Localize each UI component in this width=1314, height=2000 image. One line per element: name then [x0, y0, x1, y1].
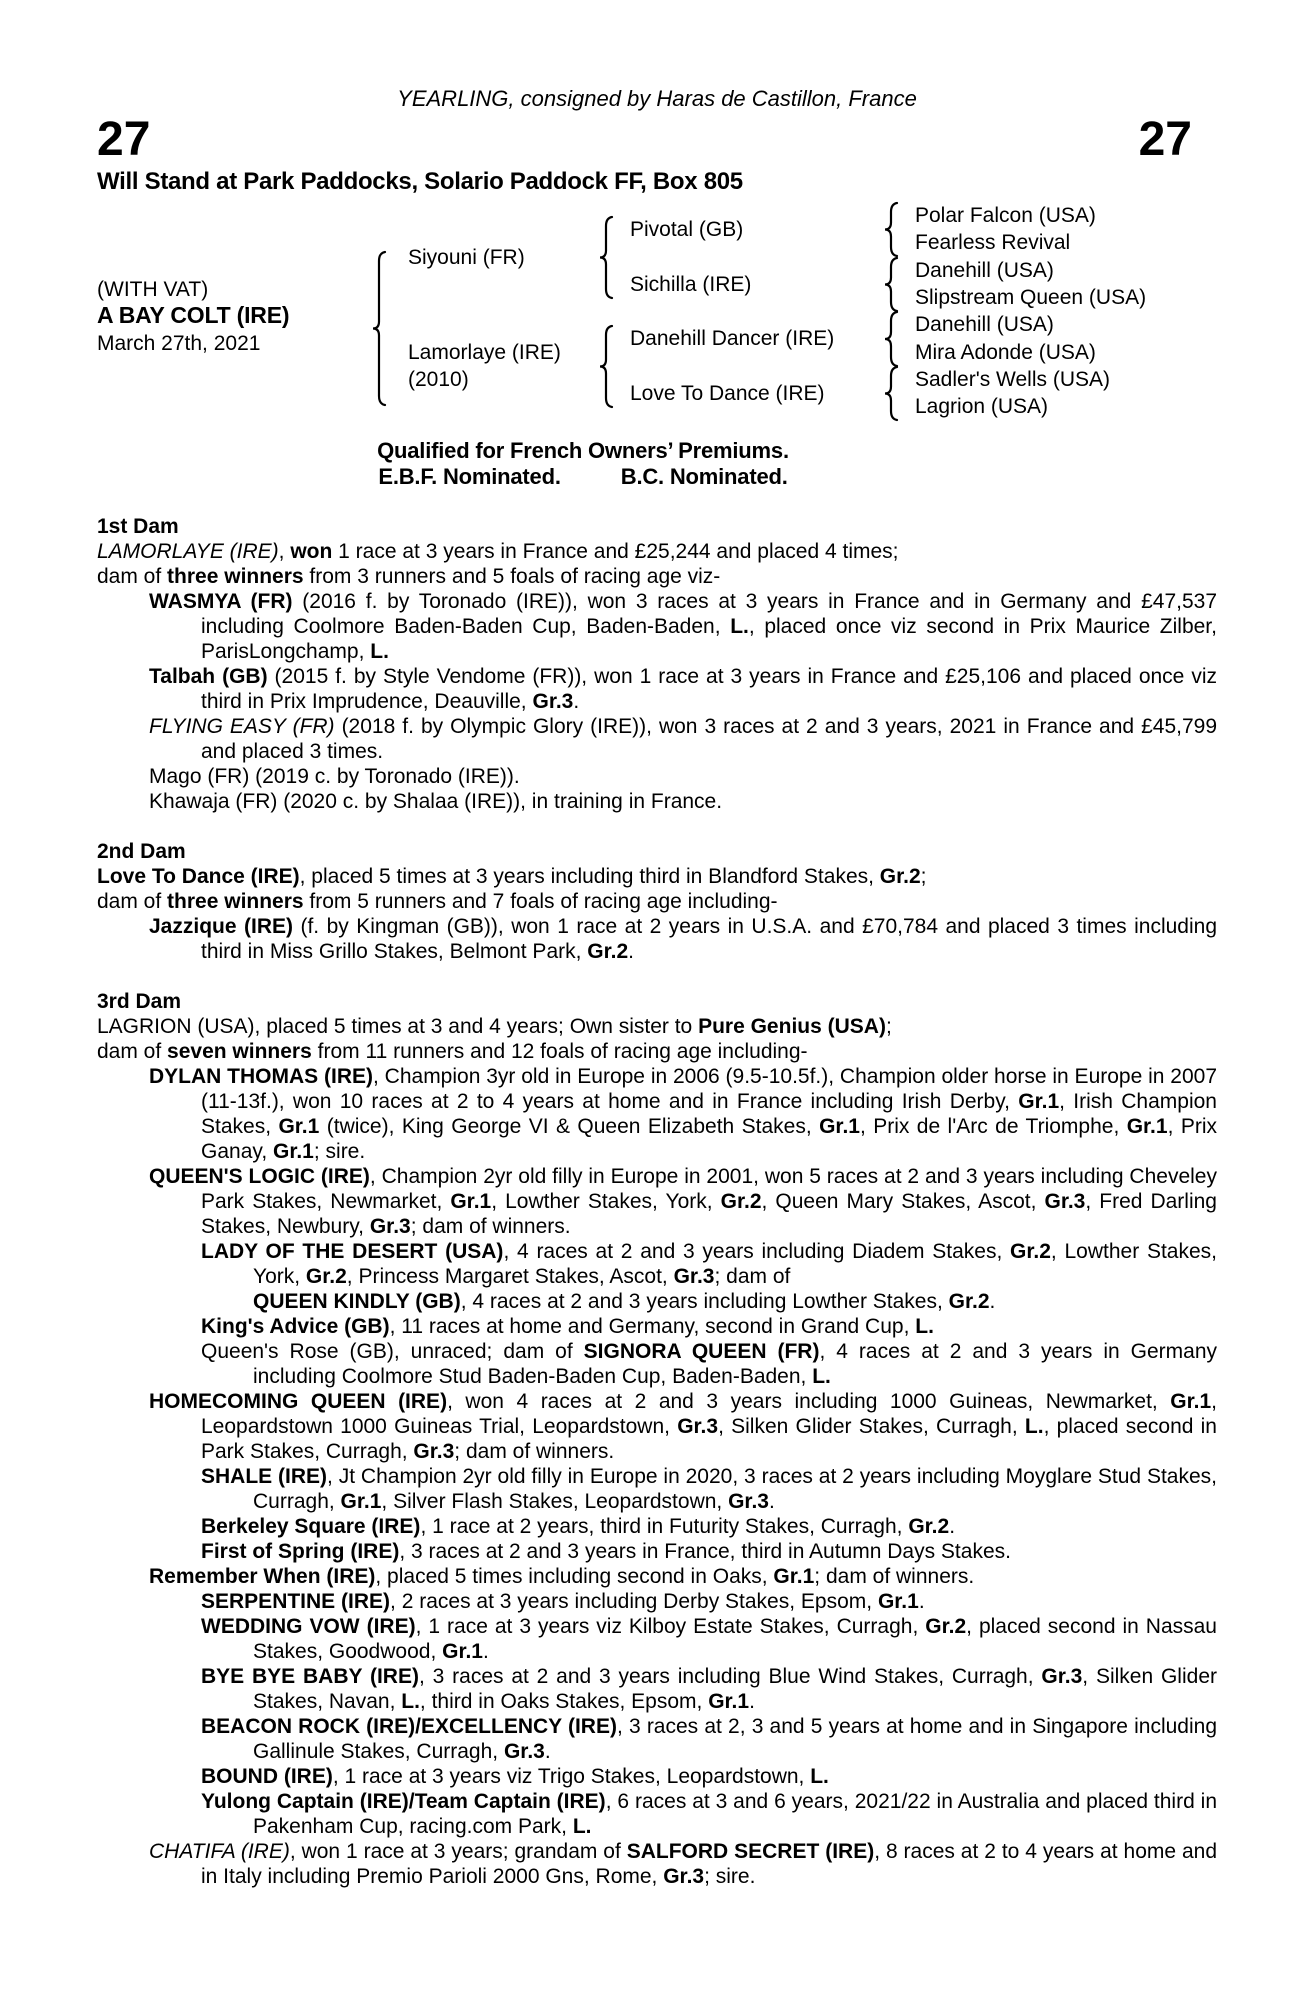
- pedigree-paragraph: [97, 1564, 1217, 1589]
- text-segment: Gr.3: [1041, 1665, 1083, 1688]
- pedigree-paragraph: [97, 1039, 1217, 1064]
- text-segment: Jazzique (IRE): [149, 915, 293, 938]
- text-segment: , third in Oaks Stakes, Epsom,: [419, 1690, 709, 1713]
- sire-name: Siyouni (FR): [408, 246, 525, 269]
- text-segment: Gr.2: [1010, 1240, 1051, 1263]
- text-segment: L.: [370, 640, 389, 663]
- text-segment: Gr.1: [708, 1690, 750, 1713]
- pedigree-paragraph: [97, 589, 1217, 664]
- text-segment: Gr.1: [340, 1490, 382, 1513]
- text-segment: dam of: [97, 890, 168, 913]
- text-segment: (f. by Kingman (GB)), won 1 race at 2 years in U.S.A. and £70,784 and placed 3 times including third in Miss Grillo Stakes, Belmont Park,: [201, 915, 1217, 963]
- foaling-date: March 27th, 2021: [97, 332, 261, 355]
- pedigree-paragraph: [97, 1839, 1217, 1889]
- text-segment: King's Advice (GB): [201, 1315, 390, 1338]
- dam-sections: [97, 514, 1217, 1889]
- nominations-line: [97, 464, 1069, 490]
- text-segment: L.: [730, 615, 749, 638]
- dam-dam-name: Love To Dance (IRE): [630, 382, 825, 405]
- text-segment: BEACON ROCK (IRE)/EXCELLENCY (IRE): [201, 1715, 617, 1738]
- text-segment: , 2 races at 3 years including Derby Stakes, Epsom,: [390, 1590, 878, 1613]
- text-segment: seven winners: [167, 1040, 312, 1063]
- text-segment: .: [544, 1740, 551, 1763]
- text-segment: LADY OF THE DESERT (USA): [201, 1240, 504, 1263]
- text-segment: SALFORD SECRET (IRE): [626, 1840, 875, 1863]
- text-segment: , won 1 race at 3 years; grandam of: [289, 1840, 627, 1863]
- text-segment: , 8 races at 2 to 4 years at home and in Italy including Premio Parioli 2000 Gns, Rome,: [201, 1840, 1217, 1888]
- text-segment: HOMECOMING QUEEN (IRE): [149, 1390, 448, 1413]
- text-segment: ; sire.: [313, 1140, 366, 1163]
- text-segment: Gr.2: [948, 1290, 990, 1313]
- text-segment: LAGRION (USA), placed 5 times at 3 and 4 years; Own sister to: [97, 1015, 699, 1038]
- brace-ggparents-3: [885, 312, 897, 366]
- text-segment: ; dam of winners.: [410, 1215, 571, 1238]
- text-segment: , Princess Margaret Stakes, Ascot,: [346, 1265, 674, 1288]
- text-segment: , Silken Glider Stakes, Navan,: [253, 1665, 1217, 1713]
- text-segment: LAMORLAYE (IRE): [97, 540, 279, 563]
- brace-parents: [373, 252, 385, 405]
- text-segment: , Silken Glider Stakes, Curragh,: [718, 1415, 1025, 1438]
- text-segment: Gr.1: [1126, 1115, 1168, 1138]
- text-segment: .: [768, 1490, 775, 1513]
- text-segment: Gr.1: [877, 1590, 919, 1613]
- pedigree-paragraph: [97, 1514, 1217, 1539]
- dam-section: [97, 514, 1217, 814]
- brace-ggparents-2: [885, 258, 897, 311]
- text-segment: Gr.2: [587, 940, 629, 963]
- ggparent-8: Lagrion (USA): [915, 395, 1049, 418]
- text-segment: L.: [572, 1815, 592, 1838]
- text-segment: , Queen Mary Stakes, Ascot,: [761, 1190, 1045, 1213]
- ggparent-2: Fearless Revival: [915, 231, 1071, 254]
- text-segment: DYLAN THOMAS (IRE): [149, 1065, 373, 1088]
- text-segment: , placed once viz second in Prix Maurice Zilber, ParisLongchamp,: [201, 615, 1217, 663]
- text-segment: Gr.2: [908, 1515, 950, 1538]
- text-segment: Gr.3: [369, 1215, 411, 1238]
- dam-name: Lamorlaye (IRE): [408, 341, 561, 364]
- pedigree-paragraph: [97, 539, 1217, 564]
- text-segment: Gr.2: [879, 865, 921, 888]
- brace-sire-grandparents: [600, 217, 612, 298]
- text-segment: Gr.1: [1018, 1090, 1060, 1113]
- text-segment: (2015 f. by Style Vendome (FR)), won 1 race at 3 years in France and £25,106 and placed once viz third in Prix Imprudence, Deauville,: [201, 665, 1217, 713]
- text-segment: FLYING EASY (FR): [149, 715, 335, 738]
- text-segment: ; sire.: [704, 1865, 756, 1888]
- text-segment: ;: [885, 1015, 892, 1038]
- text-segment: WEDDING VOW (IRE): [201, 1615, 416, 1638]
- text-segment: WASMYA (FR): [149, 590, 293, 613]
- text-segment: .: [749, 1690, 755, 1713]
- text-segment: Gr.1: [442, 1640, 483, 1663]
- sire-dam-name: Sichilla (IRE): [630, 273, 752, 296]
- text-segment: Mago (FR) (2019 c. by Toronado (IRE)).: [149, 765, 520, 788]
- text-segment: from 5 runners and 7 foals of racing age including-: [303, 890, 778, 913]
- sire-sire-name: Pivotal (GB): [630, 218, 744, 241]
- pedigree-paragraph: [97, 1539, 1217, 1564]
- text-segment: .: [949, 1515, 956, 1538]
- ggparent-1: Polar Falcon (USA): [915, 204, 1096, 227]
- pedigree-chart: [97, 200, 1217, 424]
- text-segment: Gr.2: [305, 1265, 347, 1288]
- ggparent-3: Danehill (USA): [915, 259, 1054, 282]
- text-segment: , 1 race at 3 years viz Kilboy Estate Stakes, Curragh,: [415, 1615, 926, 1638]
- lot-number-left: 27: [97, 113, 151, 166]
- pedigree-paragraph: [97, 764, 1217, 789]
- text-segment: .: [573, 690, 580, 713]
- pedigree-paragraph: [97, 889, 1217, 914]
- text-segment: three winners: [167, 565, 304, 588]
- ebf-nominated: E.B.F. Nominated.: [378, 464, 561, 489]
- pedigree-paragraph: [97, 1239, 1217, 1289]
- text-segment: , won 4 races at 2 and 3 years including 1000 Guineas, Newmarket,: [447, 1390, 1171, 1413]
- text-segment: (2018 f. by Olympic Glory (IRE)), won 3 races at 2 and 3 years, 2021 in France and £45,799 and placed 3 times.: [201, 715, 1218, 763]
- lot-number-right: 27: [1138, 113, 1192, 166]
- vat-note: (WITH VAT): [97, 278, 209, 301]
- text-segment: Gr.3: [413, 1440, 455, 1463]
- text-segment: , placed 5 times including second in Oaks,: [375, 1565, 774, 1588]
- ggparent-6: Mira Adonde (USA): [915, 341, 1096, 364]
- text-segment: Gr.3: [503, 1740, 545, 1763]
- text-segment: Gr.1: [773, 1565, 815, 1588]
- pedigree-paragraph: [97, 1164, 1217, 1239]
- page-content: [97, 86, 1217, 1889]
- text-segment: SHALE (IRE): [201, 1465, 328, 1488]
- pedigree-paragraph: [97, 789, 1217, 814]
- brace-dam-grandparents: [600, 326, 612, 407]
- pedigree-paragraph: [97, 1714, 1217, 1764]
- pedigree-paragraph: [97, 1314, 1217, 1339]
- text-segment: (twice), King George VI & Queen Elizabeth Stakes,: [319, 1115, 820, 1138]
- stand-location-line: Will Stand at Park Paddocks, Solario Paddock FF, Box 805: [97, 168, 743, 195]
- pedigree-paragraph: [97, 1289, 1217, 1314]
- pedigree-paragraph: [97, 1589, 1217, 1614]
- text-segment: QUEEN KINDLY (GB): [253, 1290, 461, 1313]
- text-segment: Gr.2: [720, 1190, 762, 1213]
- dam-section: [97, 989, 1217, 1889]
- text-segment: .: [483, 1640, 489, 1663]
- text-segment: , Lowther Stakes, York,: [491, 1190, 721, 1213]
- text-segment: Talbah (GB): [149, 665, 268, 688]
- pedigree-paragraph: [97, 1064, 1217, 1164]
- text-segment: BOUND (IRE): [201, 1765, 333, 1788]
- text-segment: won: [290, 540, 333, 563]
- text-segment: Gr.1: [272, 1140, 314, 1163]
- text-segment: , Jt Champion 2yr old filly in Europe in 2020, 3 races at 2 years including Moyglare Stud Stakes, Curragh,: [253, 1465, 1217, 1513]
- text-segment: , Champion 3yr old in Europe in 2006 (9.5-10.5f.), Champion older horse in Europe in 2007 (11-13f.), won 10 races at 2 to 4 years at home and in France including Irish Derby,: [201, 1065, 1218, 1113]
- ggparent-4: Slipstream Queen (USA): [915, 286, 1147, 309]
- pedigree-paragraph: [97, 914, 1217, 964]
- text-segment: L.: [812, 1365, 831, 1388]
- text-segment: Remember When (IRE): [149, 1565, 376, 1588]
- consignor-line: YEARLING, consigned by Haras de Castillon, France: [397, 86, 917, 111]
- text-segment: Love To Dance (IRE): [97, 865, 300, 888]
- pedigree-paragraph: [97, 1389, 1217, 1464]
- text-segment: QUEEN'S LOGIC (IRE): [149, 1165, 370, 1188]
- premiums-notice: Qualified for French Owners’ Premiums.: [377, 438, 789, 463]
- text-segment: L.: [1024, 1415, 1044, 1438]
- bc-nominated: B.C. Nominated.: [620, 464, 788, 489]
- text-segment: , Champion 2yr old filly in Europe in 2001, won 5 races at 2 and 3 years including Cheveley Park Stakes, Newmarket,: [201, 1165, 1217, 1213]
- text-segment: .: [918, 1590, 925, 1613]
- ggparent-5: Danehill (USA): [915, 313, 1054, 336]
- text-segment: , Prix Ganay,: [201, 1115, 1217, 1163]
- text-segment: L.: [401, 1690, 420, 1713]
- text-segment: Gr.1: [450, 1190, 492, 1213]
- text-segment: Gr.3: [663, 1865, 705, 1888]
- text-segment: Gr.3: [677, 1415, 719, 1438]
- ggparent-7: Sadler's Wells (USA): [915, 368, 1110, 391]
- text-segment: , Silver Flash Stakes, Leopardstown,: [381, 1490, 729, 1513]
- text-segment: .: [989, 1290, 996, 1313]
- dam-year: (2010): [408, 368, 469, 391]
- section-heading: 1st Dam: [97, 515, 179, 538]
- dam-section: [97, 839, 1217, 964]
- pedigree-paragraph: [97, 1664, 1217, 1714]
- brace-ggparents-4: [885, 367, 897, 420]
- text-segment: Gr.1: [278, 1115, 320, 1138]
- text-segment: dam of: [97, 1040, 168, 1063]
- text-segment: Gr.3: [728, 1490, 769, 1513]
- text-segment: Gr.3: [532, 690, 574, 713]
- text-segment: dam of: [97, 565, 168, 588]
- text-segment: , Lowther Stakes, York,: [253, 1240, 1217, 1288]
- pedigree-paragraph: [97, 1339, 1217, 1389]
- text-segment: ,: [278, 540, 291, 563]
- text-segment: , 4 races at 2 and 3 years including Lowther Stakes,: [460, 1290, 949, 1313]
- text-segment: from 3 runners and 5 foals of racing age viz-: [303, 565, 721, 588]
- pedigree-paragraph: [97, 714, 1217, 764]
- text-segment: , 3 races at 2, 3 and 5 years at home and in Singapore including Gallinule Stakes, Curragh,: [253, 1715, 1217, 1763]
- text-segment: , Fred Darling Stakes, Newbury,: [201, 1190, 1217, 1238]
- brace-ggparents-1: [885, 203, 897, 256]
- text-segment: from 11 runners and 12 foals of racing age including-: [311, 1040, 808, 1063]
- text-segment: Queen's Rose (GB), unraced; dam of: [201, 1340, 584, 1363]
- text-segment: , 3 races at 2 and 3 years in France, third in Autumn Days Stakes.: [399, 1540, 1011, 1563]
- text-segment: , placed second in Park Stakes, Curragh,: [201, 1415, 1217, 1463]
- text-segment: three winners: [167, 890, 304, 913]
- text-segment: BYE BYE BABY (IRE): [201, 1665, 419, 1688]
- pedigree-paragraph: [97, 564, 1217, 589]
- text-segment: Gr.1: [819, 1115, 860, 1138]
- section-heading: 2nd Dam: [97, 840, 186, 863]
- pedigree-paragraph: [97, 1464, 1217, 1514]
- text-segment: , 1 race at 3 years viz Trigo Stakes, Leopardstown,: [332, 1765, 811, 1788]
- text-segment: , 4 races at 2 and 3 years in Germany including Coolmore Stud Baden-Baden Cup, Baden-Baden,: [253, 1340, 1217, 1388]
- dam-sire-name: Danehill Dancer (IRE): [630, 327, 835, 350]
- text-segment: , 11 races at home and Germany, second in Grand Cup,: [389, 1315, 916, 1338]
- text-segment: L.: [810, 1765, 829, 1788]
- pedigree-paragraph: [97, 1764, 1217, 1789]
- text-segment: First of Spring (IRE): [201, 1540, 400, 1563]
- pedigree-paragraph: [97, 664, 1217, 714]
- section-heading: 3rd Dam: [97, 990, 182, 1013]
- text-segment: Gr.2: [925, 1615, 967, 1638]
- text-segment: ;: [920, 865, 927, 888]
- text-segment: Gr.3: [1044, 1190, 1086, 1213]
- text-segment: L.: [915, 1315, 934, 1338]
- lot-number-row: [97, 113, 1217, 166]
- text-segment: Gr.1: [1170, 1390, 1212, 1413]
- text-segment: , placed 5 times at 3 years including third in Blandford Stakes,: [299, 865, 880, 888]
- text-segment: Yulong Captain (IRE)/Team Captain (IRE): [201, 1790, 606, 1813]
- text-segment: SIGNORA QUEEN (FR): [583, 1340, 820, 1363]
- text-segment: , Leopardstown 1000 Guineas Trial, Leopardstown,: [201, 1390, 1217, 1438]
- text-segment: ; dam of: [714, 1265, 791, 1288]
- text-segment: (2016 f. by Toronado (IRE)), won 3 races at 3 years in France and in Germany and £47,537 including Coolmore Baden-Baden Cup, Baden-Baden,: [201, 590, 1217, 638]
- text-segment: Berkeley Square (IRE): [201, 1515, 421, 1538]
- text-segment: 1 race at 3 years in France and £25,244 and placed 4 times;: [332, 540, 899, 563]
- text-segment: , 1 race at 2 years, third in Futurity Stakes, Curragh,: [420, 1515, 909, 1538]
- text-segment: , Irish Champion Stakes,: [201, 1090, 1217, 1138]
- text-segment: ; dam of winners.: [454, 1440, 615, 1463]
- text-segment: , 3 races at 2 and 3 years including Blue Wind Stakes, Curragh,: [418, 1665, 1042, 1688]
- text-segment: , 4 races at 2 and 3 years including Diadem Stakes,: [503, 1240, 1011, 1263]
- pedigree-paragraph: [97, 1014, 1217, 1039]
- pedigree-paragraph: [97, 1789, 1217, 1839]
- text-segment: .: [628, 940, 635, 963]
- pedigree-paragraph: [97, 864, 1217, 889]
- text-segment: , placed second in Nassau Stakes, Goodwood,: [253, 1615, 1217, 1663]
- text-segment: Khawaja (FR) (2020 c. by Shalaa (IRE)), in training in France.: [149, 790, 723, 813]
- nomination-notices: [97, 438, 1217, 490]
- text-segment: CHATIFA (IRE): [149, 1840, 290, 1863]
- colt-description: A BAY COLT (IRE): [97, 302, 290, 328]
- text-segment: SERPENTINE (IRE): [201, 1590, 391, 1613]
- pedigree-paragraph: [97, 1614, 1217, 1664]
- text-segment: , 6 races at 3 and 6 years, 2021/22 in Australia and placed third in Pakenham Cup, racing.com Park,: [253, 1790, 1217, 1838]
- text-segment: Gr.3: [673, 1265, 715, 1288]
- text-segment: Pure Genius (USA): [698, 1015, 886, 1038]
- text-segment: ; dam of winners.: [814, 1565, 975, 1588]
- text-segment: , Prix de l'Arc de Triomphe,: [859, 1115, 1127, 1138]
